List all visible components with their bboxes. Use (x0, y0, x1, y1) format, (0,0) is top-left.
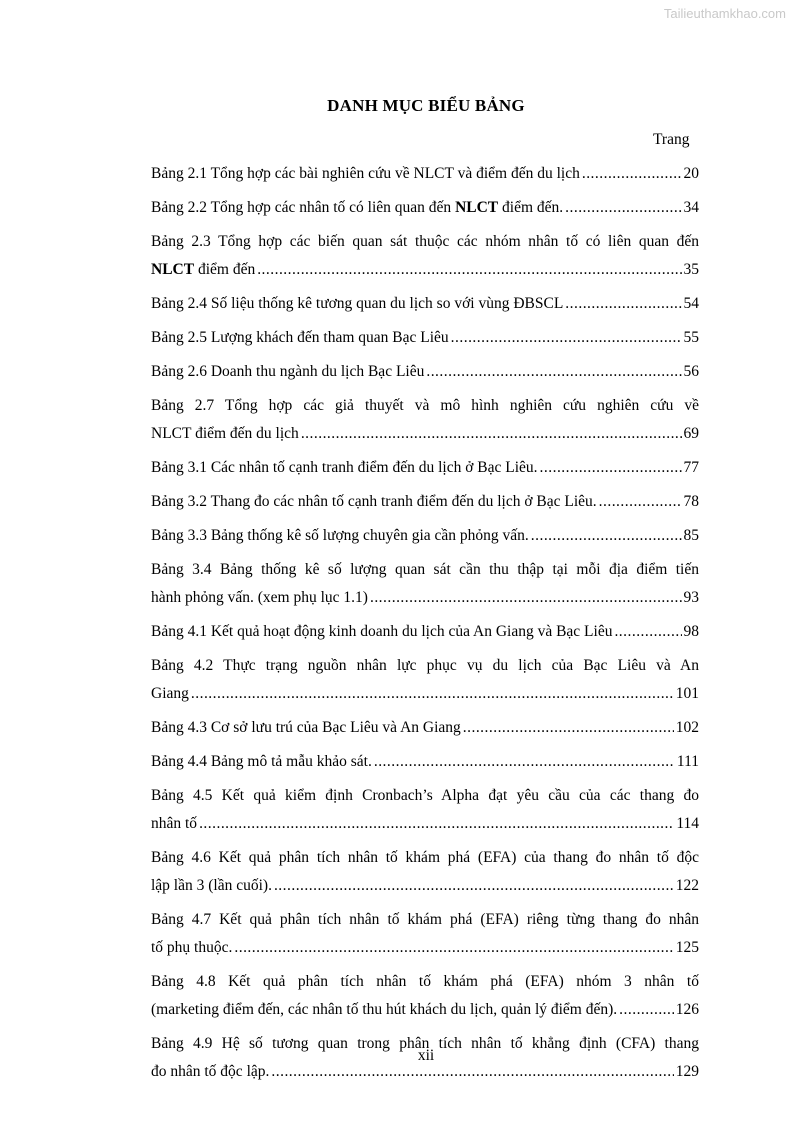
toc-entry-text: nhân tố (151, 815, 198, 832)
toc-page-number: 54 (683, 295, 699, 312)
toc-entry[interactable] (151, 906, 699, 962)
toc-page-number: 126 (675, 1001, 699, 1018)
toc-entry[interactable] (151, 652, 699, 708)
watermark: Tailieuthamkhao.com (663, 6, 786, 21)
toc-page-number: 78 (683, 493, 699, 510)
toc-page-number: 122 (675, 877, 699, 894)
toc-entry-text: Bảng 4.5 Kết quả kiểm định Cronbach’s Alpha đạt yêu cầu của các thang đo (151, 787, 699, 804)
toc-entry-text: Bảng 2.7 Tổng hợp các giả thuyết và mô hình nghiên cứu nghiên cứu về (151, 397, 699, 414)
dot-leader (257, 256, 681, 284)
toc-entry[interactable] (151, 782, 699, 838)
toc-entry-text: Bảng 4.1 Kết quả hoạt động kinh doanh du lịch của An Giang và Bạc Liêu (151, 623, 613, 640)
toc-entry[interactable] (151, 454, 699, 482)
toc-entry[interactable] (151, 392, 699, 448)
toc-page-number: 85 (683, 527, 699, 544)
dot-leader (374, 748, 675, 776)
dot-leader (234, 934, 673, 962)
toc-page-number: 111 (676, 753, 699, 770)
toc-entry[interactable] (151, 968, 699, 1024)
toc-entry[interactable] (151, 194, 699, 222)
page-number: xii (417, 1047, 435, 1064)
toc-entry-text: Bảng 4.8 Kết quả phân tích nhân tố khám phá (EFA) nhóm 3 nhân tố (151, 973, 699, 990)
toc-page-number: 77 (683, 459, 699, 476)
toc-entry[interactable] (151, 488, 699, 516)
toc-page-number: 20 (683, 165, 699, 182)
toc-entry-text: Bảng 2.1 Tổng hợp các bài nghiên cứu về NLCT và điểm đến du lịch (151, 165, 580, 182)
toc-page-number: 98 (683, 623, 699, 640)
toc-entry[interactable] (151, 358, 699, 386)
toc-entry-text: hành phỏng vấn. (xem phụ lục 1.1) (151, 589, 368, 606)
toc-page-number: 93 (683, 589, 699, 606)
dot-leader (540, 454, 682, 482)
toc-entry-text: NLCT điểm đến (151, 261, 256, 278)
toc-entry-text: đo nhân tố độc lập. (151, 1063, 270, 1080)
toc-page-number: 114 (676, 815, 699, 832)
dot-leader (191, 680, 674, 708)
toc-page-number: 34 (683, 199, 699, 216)
toc-page-number: 102 (675, 719, 699, 736)
table-list (151, 160, 699, 1092)
dot-leader (599, 488, 682, 516)
toc-entry-text: Bảng 2.6 Doanh thu ngành du lịch Bạc Liêu (151, 363, 425, 380)
toc-entry-text: Bảng 3.2 Thang đo các nhân tố cạnh tranh điểm đến du lịch ở Bạc Liêu. (151, 493, 597, 510)
dot-leader (370, 584, 682, 612)
dot-leader (614, 618, 681, 646)
toc-entry[interactable] (151, 844, 699, 900)
toc-entry-text: Bảng 4.9 Hệ số tương quan trong phân tích nhân tố khẳng định (CFA) thang (151, 1035, 699, 1052)
dot-leader (426, 358, 681, 386)
toc-entry-text: NLCT điểm đến du lịch (151, 425, 299, 442)
dot-leader (451, 324, 682, 352)
toc-entry[interactable] (151, 556, 699, 612)
toc-entry[interactable] (151, 714, 699, 742)
toc-entry[interactable] (151, 324, 699, 352)
dot-leader (565, 194, 681, 222)
dot-leader (565, 290, 681, 318)
toc-entry-text: Bảng 3.3 Bảng thống kê số lượng chuyên gia cần phỏng vấn. (151, 527, 529, 544)
dot-leader (199, 810, 674, 838)
toc-entry-text: tố phụ thuộc. (151, 939, 233, 956)
toc-entry[interactable]: Bảng 2.3 Tổng hợp các biến quan sát thuộc các nhóm nhân tố có liên quan đến NLCT điểm đến . . . 35 (151, 228, 699, 284)
toc-entry[interactable] (151, 522, 699, 550)
toc-entry-text: Bảng 3.4 Bảng thống kê số lượng quan sát cần thu thập tại mỗi địa điểm tiến (151, 561, 699, 578)
toc-page-number: 56 (683, 363, 699, 380)
toc-page-number: 69 (683, 425, 699, 442)
page-column-label: Trang (653, 131, 690, 148)
dot-leader (619, 996, 674, 1024)
toc-entry-text: Bảng 2.5 Lượng khách đến tham quan Bạc Liêu (151, 329, 449, 346)
toc-entry-text: Bảng 4.2 Thực trạng nguồn nhân lực phục vụ du lịch của Bạc Liêu và An (151, 657, 699, 674)
toc-entry-text: Bảng 2.4 Số liệu thống kê tương quan du lịch so với vùng ĐBSCL (151, 295, 564, 312)
toc-entry-text: lập lần 3 (lần cuối). (151, 877, 272, 894)
page-title: DANH MỤC BIỂU BẢNG (327, 96, 525, 115)
dot-leader (274, 872, 674, 900)
toc-entry-text: Bảng 4.7 Kết quả phân tích nhân tố khám phá (EFA) riêng từng thang đo nhân (151, 911, 699, 928)
dot-leader (531, 522, 682, 550)
toc-page-number: 125 (675, 939, 699, 956)
dot-leader (301, 420, 682, 448)
toc-page-number: 129 (675, 1063, 699, 1080)
toc-entry-text: Bảng 2.2 Tổng hợp các nhân tố có liên quan đến NLCT điểm đến. (151, 199, 564, 216)
toc-entry[interactable] (151, 748, 699, 776)
toc-entry[interactable] (151, 618, 699, 646)
toc-entry-text: Giang (151, 685, 189, 702)
dot-leader (582, 160, 682, 188)
toc-entry[interactable] (151, 160, 699, 188)
toc-page-number: 55 (683, 329, 699, 346)
toc-entry-text: Bảng 3.1 Các nhân tố cạnh tranh điểm đến du lịch ở Bạc Liêu. (151, 459, 538, 476)
toc-page-number: 101 (675, 685, 699, 702)
toc-entry-text: Bảng 4.3 Cơ sở lưu trú của Bạc Liêu và An Giang (151, 719, 461, 736)
dot-leader (463, 714, 674, 742)
toc-page-number: 35 (683, 261, 699, 278)
toc-entry[interactable] (151, 290, 699, 318)
toc-entry-text: Bảng 4.6 Kết quả phân tích nhân tố khám phá (EFA) của thang đo nhân tố độc (151, 849, 699, 866)
toc-entry-text: Bảng 4.4 Bảng mô tả mẫu khảo sát. (151, 753, 372, 770)
toc-entry-text: (marketing điểm đến, các nhân tố thu hút khách du lịch, quản lý điểm đến). (151, 1001, 618, 1018)
